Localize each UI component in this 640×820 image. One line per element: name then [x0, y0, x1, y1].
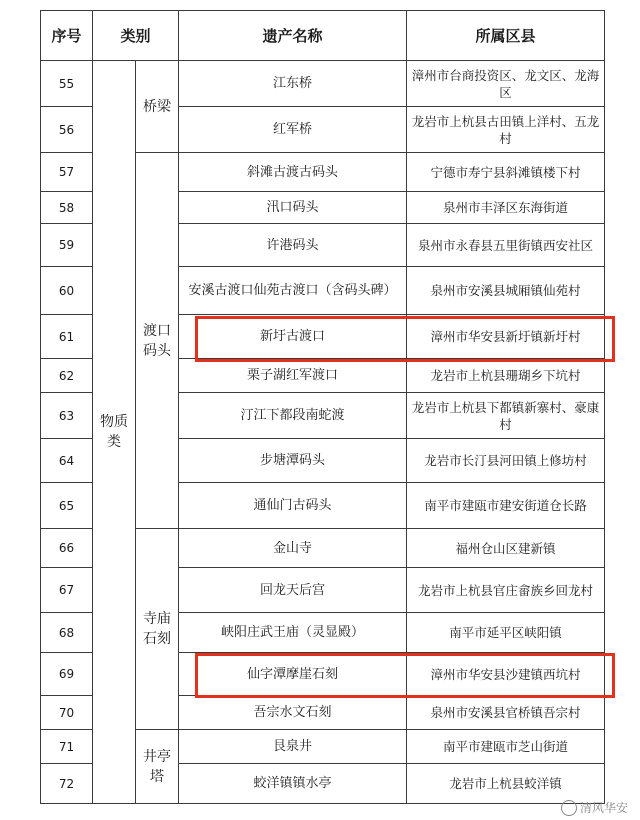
- row-num: 57: [41, 153, 93, 192]
- subcategory-well: [136, 730, 179, 804]
- row-location: 泉州市安溪县城厢镇仙苑村: [407, 267, 605, 315]
- row-num: 63: [41, 393, 93, 439]
- subcategory-temple: [136, 529, 179, 730]
- row-name: 江东桥: [179, 61, 407, 107]
- row-name: 新圩古渡口: [179, 315, 407, 359]
- row-num: 62: [41, 359, 93, 393]
- subcategory-label: 井亭塔: [143, 748, 171, 785]
- row-num: 68: [41, 613, 93, 653]
- heritage-table: [40, 10, 605, 804]
- row-num: 58: [41, 192, 93, 224]
- subcategory-label: 寺庙石刻: [143, 611, 171, 647]
- row-num: 61: [41, 315, 93, 359]
- row-name: 回龙天后宫: [179, 568, 407, 613]
- row-num: 72: [41, 764, 93, 804]
- row-location: 龙岩市长汀县河田镇上修坊村: [407, 439, 605, 483]
- row-name: 金山寺: [179, 529, 407, 568]
- subcategory-bridge: [136, 61, 179, 153]
- header-location: 所属区县: [407, 11, 605, 61]
- row-location: 漳州市华安县沙建镇西坑村: [407, 653, 605, 696]
- wechat-logo-icon: [561, 800, 577, 816]
- row-name: 栗子湖红军渡口: [179, 359, 407, 393]
- subcategory-label: 渡口码头: [143, 322, 171, 359]
- row-location: 龙岩市上杭县下都镇新寨村、豪康村: [407, 393, 605, 439]
- row-num: 55: [41, 61, 93, 107]
- row-name: 汛口码头: [179, 192, 407, 224]
- row-location: 南平市延平区峡阳镇: [407, 613, 605, 653]
- row-num: 65: [41, 483, 93, 529]
- row-location: 南平市建瓯市建安街道仓长路: [407, 483, 605, 529]
- row-location: 南平市建瓯市芝山街道: [407, 730, 605, 764]
- row-name: 蛟洋镇镇水亭: [179, 764, 407, 804]
- header-category: 类别: [93, 11, 179, 61]
- category-label: 物质类: [100, 414, 128, 450]
- subcategory-ferry: [136, 153, 179, 529]
- header-name: 遗产名称: [179, 11, 407, 61]
- row-location: 泉州市安溪县官桥镇吾宗村: [407, 696, 605, 730]
- row-num: 56: [41, 107, 93, 153]
- row-location: 龙岩市上杭县蛟洋镇: [407, 764, 605, 804]
- row-name: 步塘潭码头: [179, 439, 407, 483]
- row-num: 59: [41, 224, 93, 267]
- row-name: 峡阳庄武王庙（灵显殿）: [179, 613, 407, 653]
- row-name: 仙字潭摩崖石刻: [179, 653, 407, 696]
- row-num: 64: [41, 439, 93, 483]
- row-location: 龙岩市上杭县官庄畲族乡回龙村: [407, 568, 605, 613]
- row-location: 宁德市寿宁县斜滩镇楼下村: [407, 153, 605, 192]
- row-name: 通仙门古码头: [179, 483, 407, 529]
- row-name: 吾宗水文石刻: [179, 696, 407, 730]
- row-location: 泉州市丰泽区东海街道: [407, 192, 605, 224]
- row-name: 红军桥: [179, 107, 407, 153]
- category-material: [93, 61, 136, 804]
- watermark: [561, 799, 628, 817]
- row-name: 许港码头: [179, 224, 407, 267]
- row-name: 艮泉井: [179, 730, 407, 764]
- row-location: 福州仓山区建新镇: [407, 529, 605, 568]
- row-name: 安溪古渡口仙苑古渡口（含码头碑）: [179, 267, 407, 315]
- row-location: 漳州市华安县新圩镇新圩村: [407, 315, 605, 359]
- row-location: 泉州市永春县五里街镇西安社区: [407, 224, 605, 267]
- row-location: 龙岩市上杭县古田镇上洋村、五龙村: [407, 107, 605, 153]
- table-row: [41, 61, 605, 107]
- row-location: 漳州市台商投资区、龙文区、龙海区: [407, 61, 605, 107]
- row-num: 67: [41, 568, 93, 613]
- row-num: 70: [41, 696, 93, 730]
- header-num: 序号: [41, 11, 93, 61]
- row-num: 71: [41, 730, 93, 764]
- row-num: 60: [41, 267, 93, 315]
- watermark-text: 清风华安: [579, 800, 628, 815]
- header-row: [41, 11, 605, 61]
- subcategory-label: 桥梁: [143, 98, 171, 115]
- row-num: 66: [41, 529, 93, 568]
- row-location: 龙岩市上杭县珊瑚乡下坑村: [407, 359, 605, 393]
- row-name: 斜滩古渡古码头: [179, 153, 407, 192]
- row-name: 汀江下都段南蛇渡: [179, 393, 407, 439]
- row-num: 69: [41, 653, 93, 696]
